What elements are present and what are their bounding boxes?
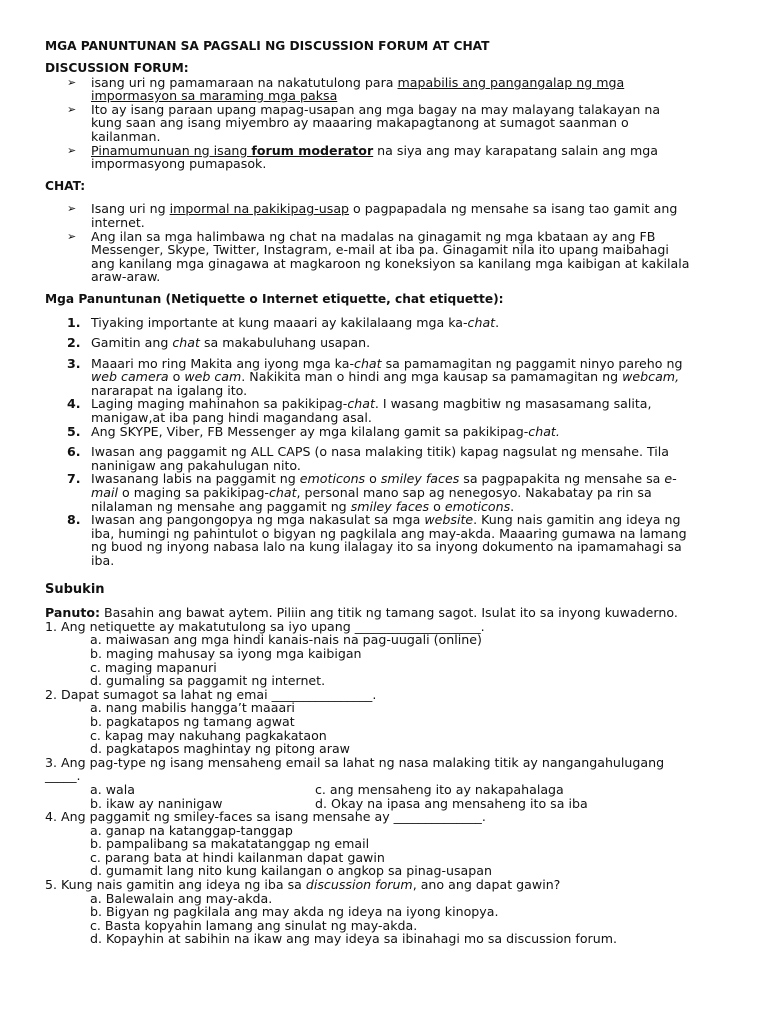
discussion-forum-section <box>45 62 735 171</box>
choice-d: d. pagkatapos maghintay ng pitong araw <box>90 741 350 757</box>
arrow-bullet-icon: ➢ <box>67 75 77 89</box>
choice-a: a. nang mabilis hangga’t maaari <box>90 700 295 716</box>
choice-b: b. Bigyan ng pagkilala ang may akda ng ideya na iyong kinopya. <box>90 904 499 920</box>
list-item: ➢ isang uri ng pamamaraan na nakatutulong para mapabilis ang pangangalap ng mga impormasyon sa maraming mga paksa <box>67 74 625 104</box>
list-item: 4. Laging maging mahinahon sa pakikipag-chat. I wasang magbitiw ng masasamang salita, manigaw,at iba pang hindi magandang asal. <box>67 396 652 426</box>
choice-d: d. Okay na ipasa ang mensaheng ito sa iba <box>315 795 588 811</box>
choice-c: c. kapag may nakuhang pagkakataon <box>90 727 327 743</box>
document-page <box>45 38 735 946</box>
question-2: 2. Dapat sumagot sa lahat ng emai ________________. a. nang mabilis hangga’t maaari b. pagkatapos ng tamang agwat c. kapag may nakuhang pagkakataon d. pagkatapos maghintay ng pitong araw <box>45 688 735 756</box>
subukin-section <box>45 583 735 946</box>
choice-d: d. Kopayhin at sabihin na ikaw ang may ideya sa ibinahagi mo sa discussion forum. <box>90 931 617 947</box>
choice-a: a. ganap na katanggap-tanggap <box>90 822 293 838</box>
question-3: 3. Ang pag-type ng isang mensaheng email sa lahat ng nasa malaking titik ay nangangahulugang _____. a. wala c. ang mensaheng ito ay nakapahalaga b. ikaw ay naninigaw d. Okay na ipasa ang mensaheng ito sa iba <box>45 754 665 811</box>
choice-d: d. gumaling sa paggamit ng internet. <box>90 673 326 689</box>
chat-list <box>45 202 735 284</box>
list-item: ➢ Ang ilan sa mga halimbawa ng chat na madalas na ginagamit ng mga kbataan ay ang FB Messenger, Skype, Twitter, Instagram, e-mail at iba pa. Ginagamit nila ito upang maibahagi ang kanilang mga ginagawa at magkaroon ng koneksiyon sa kanilang mga kaibigan at kakilala araw-araw. <box>67 228 690 285</box>
discussion-forum-heading: DISCUSSION FORUM: <box>45 61 189 75</box>
panuto-instructions: Panuto: Basahin ang bawat aytem. Piliin ang titik ng tamang sagot. Isulat ito sa inyong kuwaderno. <box>45 605 678 621</box>
choice-a: a. wala <box>90 781 135 797</box>
arrow-bullet-icon: ➢ <box>67 229 77 243</box>
choice-c: c. maging mapanuri <box>90 659 217 675</box>
netiquette-rules-heading: Mga Panuntunan (Netiquette o Internet etiquette, chat etiquette): <box>45 291 504 306</box>
choice-c: c. ang mensaheng ito ay nakapahalaga <box>315 781 564 797</box>
list-item: 8. Iwasan ang pangongopya ng mga nakasulat sa mga website. Kung nais gamitin ang ideya ng iba, humingi ng pahintulot o bigyan ng pagkilala ang may-akda. Maaaring gumawa na lamang ng buod ng inyong nabasa lalo na kung ilalagay ito sa inyong dokumento na ipamamahagi sa iba. <box>67 512 687 568</box>
choice-d: d. gumamit lang nito kung kailangan o angkop sa pinag-usapan <box>90 863 492 879</box>
question-4: 4. Ang paggamit ng smiley-faces sa isang mensahe ay ______________. a. ganap na katanggap-tanggap b. pampalibang sa makatatanggap ng email c. parang bata at hindi kailanman dapat gawin d. gumamit lang nito kung kailangan o angkop sa pinag-usapan <box>45 810 735 878</box>
question-5: 5. Kung nais gamitin ang ideya ng iba sa discussion forum, ano ang dapat gawin? a. Balewalain ang may-akda. b. Bigyan ng pagkilala ang may akda ng ideya na iyong kinopya. c. Basta kopyahin lamang ang sinulat ng may-akda. d. Kopayhin at sabihin na ikaw ang may ideya sa ibinahagi mo sa discussion forum. <box>45 878 735 946</box>
list-item: 5. Ang SKYPE, Viber, FB Messenger ay mga kilalang gamit sa pakikipag-chat. <box>67 423 560 439</box>
list-item: ➢ Isang uri ng impormal na pakikipag-usap o pagpapadala ng mensahe sa isang tao gamit ang internet. <box>67 201 678 230</box>
list-item: ➢ Ito ay isang paraan upang mapag-usapan ang mga bagay na may malayang talakayan na kung saan ang isang miyembro ay maaaring makapagtanong at sumagot saanman o kailanman. <box>67 101 661 144</box>
list-item: 7. Iwasanang labis na paggamit ng emoticons o smiley faces sa pagpapakita ng mensahe sa e- mail o maging sa pakikipag-chat, personal mano sap ag nenegosyo. Nakabatay pa rin sa nilalaman ng mensahe ang paggamit ng smiley faces o emoticons. <box>67 471 677 514</box>
list-item: 2. Gamitin ang chat sa makabuluhang usapan. <box>67 335 371 351</box>
document-title: MGA PANUNTUNAN SA PAGSALI NG DISCUSSION FORUM AT CHAT <box>45 39 490 53</box>
discussion-forum-list <box>45 76 735 171</box>
chat-section <box>45 180 735 284</box>
netiquette-rules-section <box>45 293 735 568</box>
chat-heading: CHAT: <box>45 178 86 193</box>
choice-b: b. pagkatapos ng tamang agwat <box>90 713 295 729</box>
question-1: 1. Ang netiquette ay makatutulong sa iyo upang ____________________. a. maiwasan ang mga hindi kanais-nais na pag-uugali (online) b. maging mahusay sa iyong mga kaibigan c. maging mapanuri d. gumaling sa paggamit ng internet. <box>45 620 735 688</box>
arrow-bullet-icon: ➢ <box>67 143 77 157</box>
choice-b: b. pampalibang sa makatatanggap ng email <box>90 836 370 852</box>
list-item: 1. Tiyaking importante at kung maaari ay kakilalaang mga ka-chat. <box>67 314 500 330</box>
choice-b: b. maging mahusay sa iyong mga kaibigan <box>90 645 362 661</box>
choice-c: c. Basta kopyahin lamang ang sinulat ng may-akda. <box>90 917 418 933</box>
choice-c: c. parang bata at hindi kailanman dapat gawin <box>90 849 385 865</box>
choice-b: b. ikaw ay naninigaw <box>90 795 223 811</box>
arrow-bullet-icon: ➢ <box>67 202 77 216</box>
netiquette-rules-list <box>45 316 735 568</box>
choice-a: a. Balewalain ang may-akda. <box>90 890 273 906</box>
subukin-heading: Subukin <box>45 581 105 597</box>
list-item: ➢ Pinamumunuan ng isang forum moderator na siya ang may karapatang salain ang mga impormasyong pumapasok. <box>67 142 658 172</box>
list-item: 3. Maaari mo ring Makita ang iyong mga ka-chat sa pamamagitan ng paggamit ninyo pareho ng web camera o web cam. Nakikita man o hindi ang mga kausap sa pamamagitan ng webcam, nararapat na igalang ito. <box>67 355 683 398</box>
choice-a: a. maiwasan ang mga hindi kanais-nais na pag-uugali (online) <box>90 632 482 648</box>
list-item: 6. Iwasan ang paggamit ng ALL CAPS (o nasa malaking titik) kapag nagsulat ng mensahe. Tila naninigaw ang pakahulugan nito. <box>67 444 670 473</box>
arrow-bullet-icon: ➢ <box>67 102 77 116</box>
